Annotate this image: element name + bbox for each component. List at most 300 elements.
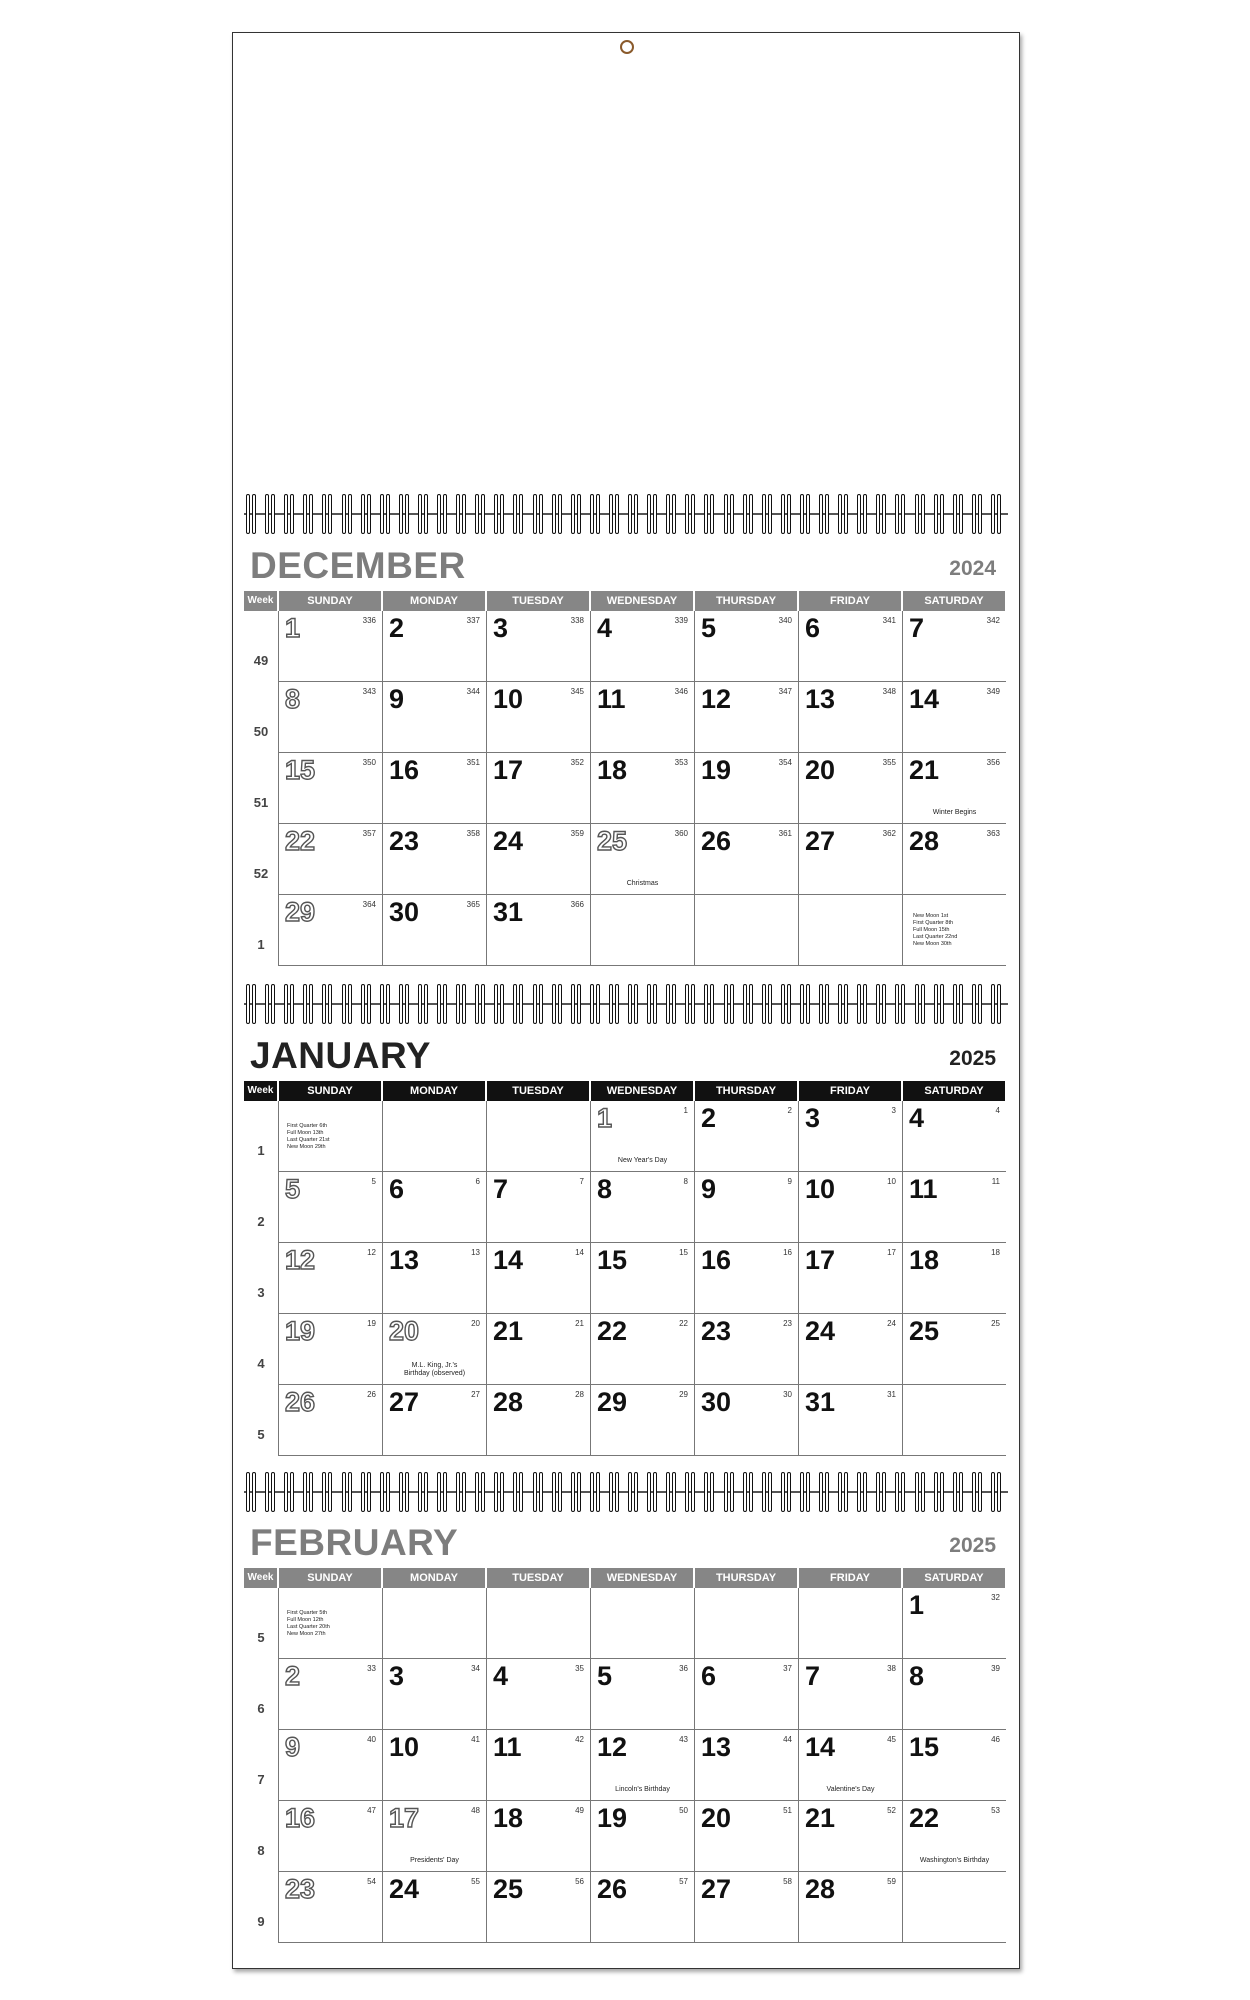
day-cell[interactable] (382, 1730, 486, 1801)
day-of-year: 15 (679, 1248, 688, 1257)
day-of-year: 4 (995, 1106, 1000, 1115)
day-cell[interactable] (278, 1588, 382, 1659)
day-cell[interactable] (486, 1730, 590, 1801)
day-cell[interactable] (278, 1314, 382, 1385)
day-of-year: 35 (575, 1664, 584, 1673)
day-of-year: 337 (466, 616, 480, 625)
day-cell[interactable] (902, 1172, 1006, 1243)
moon-phase-line: Last Quarter 20th (287, 1624, 330, 1630)
binding-coil (934, 984, 944, 1024)
day-cell[interactable] (278, 1801, 382, 1872)
binding-coil (762, 494, 772, 534)
binding-coil (915, 984, 925, 1024)
day-of-year: 364 (362, 900, 376, 909)
day-cell[interactable] (486, 611, 590, 682)
binding-coil (571, 984, 581, 1024)
day-of-year: 48 (471, 1806, 480, 1815)
binding-coil (609, 494, 619, 534)
week-number: 50 (253, 724, 269, 739)
binding-coil (609, 1472, 619, 1512)
binding-coil (895, 984, 905, 1024)
binding-coil (513, 494, 523, 534)
binding-coil (342, 1472, 352, 1512)
day-number: 2 (701, 1103, 717, 1133)
day-cell[interactable] (590, 895, 694, 966)
day-cell[interactable] (902, 1385, 1006, 1456)
day-of-year: 357 (362, 829, 376, 838)
binding-coil (666, 984, 676, 1024)
day-number: 22 (597, 1316, 628, 1346)
day-cell[interactable] (278, 1101, 382, 1172)
day-number: 7 (805, 1661, 821, 1691)
day-cell[interactable] (798, 1314, 902, 1385)
day-number: 22 (285, 826, 316, 856)
binding-wire (244, 1003, 1008, 1005)
binding-coil (322, 494, 332, 534)
day-cell[interactable] (798, 1659, 902, 1730)
day-of-year: 21 (575, 1319, 584, 1328)
day-cell[interactable] (798, 895, 902, 966)
binding-coil (361, 1472, 371, 1512)
day-cell[interactable] (486, 1801, 590, 1872)
day-number: 12 (285, 1245, 316, 1275)
day-number: 2 (285, 1661, 301, 1691)
day-number: 17 (389, 1803, 420, 1833)
month-year: 2024 (949, 557, 996, 580)
day-cell[interactable] (486, 753, 590, 824)
day-cell[interactable] (902, 1730, 1006, 1801)
day-number: 24 (493, 826, 524, 856)
binding-coil (399, 494, 409, 534)
day-cell[interactable] (798, 611, 902, 682)
day-of-year: 3 (891, 1106, 896, 1115)
day-cell[interactable] (902, 611, 1006, 682)
weekday-header-saturday: SATURDAY (903, 1081, 1005, 1101)
weekday-header-monday: MONDAY (383, 1568, 485, 1588)
day-number: 13 (389, 1245, 420, 1275)
binding-coil (953, 984, 963, 1024)
day-of-year: 9 (787, 1177, 792, 1186)
day-number: 22 (909, 1803, 940, 1833)
holiday-label: Valentine's Day (826, 1786, 875, 1793)
day-of-year: 362 (882, 829, 896, 838)
day-cell[interactable] (590, 1801, 694, 1872)
weekday-header-friday: FRIDAY (799, 591, 901, 611)
week-column-header: Week (244, 591, 277, 611)
day-cell[interactable] (486, 1872, 590, 1943)
day-cell[interactable] (902, 1101, 1006, 1172)
binding-coil (533, 1472, 543, 1512)
day-cell[interactable] (590, 1588, 694, 1659)
day-of-year: 16 (783, 1248, 792, 1257)
day-cell[interactable] (486, 1101, 590, 1172)
day-cell[interactable] (486, 1243, 590, 1314)
day-number: 25 (909, 1316, 940, 1346)
day-of-year: 25 (991, 1319, 1000, 1328)
day-number: 8 (597, 1174, 613, 1204)
week-number: 5 (257, 1630, 265, 1645)
binding-coil (265, 494, 275, 534)
day-cell[interactable] (902, 824, 1006, 895)
day-number: 6 (701, 1661, 717, 1691)
day-number: 31 (493, 897, 524, 927)
binding-coil (724, 1472, 734, 1512)
day-cell[interactable] (590, 753, 694, 824)
day-number: 19 (285, 1316, 316, 1346)
day-cell[interactable] (486, 1314, 590, 1385)
binding-coil (991, 984, 1001, 1024)
moon-phase-line: New Moon 27th (287, 1631, 326, 1637)
day-of-year: 359 (570, 829, 584, 838)
day-of-year: 11 (991, 1177, 1000, 1186)
binding-coil (857, 494, 867, 534)
day-cell[interactable] (590, 1730, 694, 1801)
binding-coil (991, 1472, 1001, 1512)
binding-coil (342, 984, 352, 1024)
weekday-header-sunday: SUNDAY (279, 1568, 381, 1588)
day-number: 3 (493, 613, 509, 643)
day-number: 20 (805, 755, 836, 785)
binding-wire (244, 513, 1008, 515)
day-of-year: 38 (887, 1664, 896, 1673)
day-cell[interactable] (798, 1385, 902, 1456)
month-title: DECEMBER (250, 545, 466, 586)
holiday-label: Washington's Birthday (919, 1857, 990, 1864)
binding-coil (475, 494, 485, 534)
day-cell[interactable] (902, 1872, 1006, 1943)
day-cell[interactable] (590, 1172, 694, 1243)
day-number: 27 (701, 1874, 732, 1904)
day-cell[interactable] (798, 1172, 902, 1243)
weekday-header-thursday: THURSDAY (695, 1081, 797, 1101)
day-cell[interactable] (382, 1172, 486, 1243)
binding-coil (704, 984, 714, 1024)
day-of-year: 342 (986, 616, 1000, 625)
day-number: 10 (493, 684, 524, 714)
day-of-year: 345 (570, 687, 584, 696)
week-number: 51 (253, 795, 269, 810)
day-cell[interactable] (694, 1659, 798, 1730)
day-cell[interactable] (590, 1659, 694, 1730)
day-cell[interactable] (382, 753, 486, 824)
day-cell[interactable] (382, 1385, 486, 1456)
day-number: 5 (701, 613, 717, 643)
day-of-year: 59 (887, 1877, 896, 1886)
day-of-year: 32 (991, 1593, 1000, 1602)
day-of-year: 351 (466, 758, 480, 767)
day-cell[interactable] (798, 682, 902, 753)
holiday-label: Presidents' Day (410, 1857, 459, 1864)
day-cell[interactable] (382, 1801, 486, 1872)
day-cell[interactable] (902, 1588, 1006, 1659)
day-number: 21 (805, 1803, 836, 1833)
day-number: 30 (389, 897, 420, 927)
day-cell[interactable] (278, 895, 382, 966)
day-number: 5 (285, 1174, 301, 1204)
day-number: 9 (285, 1732, 301, 1762)
day-number: 28 (805, 1874, 836, 1904)
day-number: 20 (701, 1803, 732, 1833)
day-of-year: 349 (986, 687, 1000, 696)
day-number: 31 (805, 1387, 836, 1417)
day-cell[interactable] (486, 1588, 590, 1659)
binding-coil (685, 984, 695, 1024)
day-cell[interactable] (590, 1314, 694, 1385)
day-number: 4 (597, 613, 613, 643)
day-cell[interactable] (382, 1243, 486, 1314)
day-cell[interactable] (486, 824, 590, 895)
day-cell[interactable] (902, 895, 1006, 966)
day-cell[interactable] (590, 1872, 694, 1943)
day-cell[interactable] (694, 1801, 798, 1872)
day-cell[interactable] (590, 682, 694, 753)
day-cell[interactable] (278, 1659, 382, 1730)
day-of-year: 6 (475, 1177, 480, 1186)
holiday-label: Christmas (626, 880, 659, 887)
day-cell[interactable] (382, 1101, 486, 1172)
day-cell[interactable] (798, 1801, 902, 1872)
weekday-header-saturday: SATURDAY (903, 591, 1005, 611)
day-cell[interactable] (694, 1243, 798, 1314)
weekday-header-tuesday: TUESDAY (487, 1081, 589, 1101)
day-cell[interactable] (590, 1243, 694, 1314)
day-cell[interactable] (486, 1385, 590, 1456)
moon-phase-line: First Quarter 8th (913, 920, 954, 926)
day-of-year: 336 (362, 616, 376, 625)
month-grid (244, 1588, 1006, 1943)
binding-coil (972, 1472, 982, 1512)
spiral-binding (244, 494, 1008, 534)
day-number: 15 (597, 1245, 628, 1275)
moon-phase-line: Full Moon 13th (287, 1130, 324, 1136)
binding-coil (399, 984, 409, 1024)
binding-coil (647, 984, 657, 1024)
day-of-year: 18 (991, 1248, 1000, 1257)
binding-coil (838, 1472, 848, 1512)
day-of-year: 350 (362, 758, 376, 767)
holiday-label: Lincoln's Birthday (615, 1786, 670, 1793)
binding-coil (361, 984, 371, 1024)
holiday-label: New Year's Day (617, 1157, 668, 1164)
day-cell[interactable] (694, 1314, 798, 1385)
day-number: 26 (597, 1874, 628, 1904)
weekday-header-sunday: SUNDAY (279, 1081, 381, 1101)
day-cell[interactable] (486, 1659, 590, 1730)
day-cell[interactable] (694, 1730, 798, 1801)
day-number: 9 (389, 684, 405, 714)
day-number: 24 (389, 1874, 420, 1904)
binding-coil (265, 1472, 275, 1512)
binding-coil (571, 1472, 581, 1512)
day-number: 12 (701, 684, 732, 714)
day-of-year: 352 (570, 758, 584, 767)
day-of-year: 365 (466, 900, 480, 909)
day-cell[interactable] (382, 895, 486, 966)
binding-coil (418, 494, 428, 534)
day-of-year: 46 (991, 1735, 1000, 1744)
day-cell[interactable] (590, 824, 694, 895)
binding-coil (361, 494, 371, 534)
day-cell[interactable] (278, 1172, 382, 1243)
day-of-year: 348 (882, 687, 896, 696)
day-cell[interactable] (278, 1385, 382, 1456)
day-cell[interactable] (382, 1588, 486, 1659)
binding-coil (246, 494, 256, 534)
binding-coil (819, 494, 829, 534)
day-of-year: 341 (882, 616, 896, 625)
binding-coil (246, 984, 256, 1024)
day-of-year: 366 (570, 900, 584, 909)
moon-phase-line: Last Quarter 21st (287, 1137, 330, 1143)
binding-coil (552, 494, 562, 534)
day-number: 27 (805, 826, 836, 856)
binding-coil (380, 984, 390, 1024)
binding-coil (724, 984, 734, 1024)
day-of-year: 1 (683, 1106, 688, 1115)
day-cell[interactable] (694, 895, 798, 966)
day-cell[interactable] (694, 824, 798, 895)
day-cell[interactable] (798, 1872, 902, 1943)
binding-wire (244, 1491, 1008, 1493)
day-cell[interactable] (278, 1243, 382, 1314)
day-cell[interactable] (590, 1385, 694, 1456)
day-number: 19 (701, 755, 732, 785)
day-cell[interactable] (902, 753, 1006, 824)
binding-coil (494, 1472, 504, 1512)
day-cell[interactable] (902, 1314, 1006, 1385)
day-number: 10 (805, 1174, 836, 1204)
day-number: 23 (701, 1316, 732, 1346)
binding-coil (303, 984, 313, 1024)
day-cell[interactable] (798, 1101, 902, 1172)
day-of-year: 39 (991, 1664, 1000, 1673)
day-of-year: 358 (466, 829, 480, 838)
day-number: 4 (909, 1103, 925, 1133)
day-cell[interactable] (694, 1101, 798, 1172)
binding-coil (934, 494, 944, 534)
day-cell[interactable] (694, 1872, 798, 1943)
binding-coil (380, 494, 390, 534)
day-cell[interactable] (278, 682, 382, 753)
day-of-year: 363 (986, 829, 1000, 838)
day-cell[interactable] (694, 753, 798, 824)
binding-coil (494, 494, 504, 534)
day-cell[interactable] (278, 824, 382, 895)
day-of-year: 36 (679, 1664, 688, 1673)
day-cell[interactable] (694, 1172, 798, 1243)
day-cell[interactable] (694, 682, 798, 753)
day-cell[interactable] (902, 1243, 1006, 1314)
day-cell[interactable] (798, 824, 902, 895)
day-cell[interactable] (798, 1730, 902, 1801)
week-number: 1 (257, 937, 265, 952)
day-cell[interactable] (694, 611, 798, 682)
day-cell[interactable] (590, 1101, 694, 1172)
day-cell[interactable] (590, 611, 694, 682)
day-number: 8 (909, 1661, 925, 1691)
day-cell[interactable] (278, 1872, 382, 1943)
day-cell[interactable] (382, 824, 486, 895)
day-number: 28 (493, 1387, 524, 1417)
day-of-year: 24 (887, 1319, 896, 1328)
day-cell[interactable] (382, 1659, 486, 1730)
binding-coil (972, 984, 982, 1024)
day-cell[interactable] (382, 682, 486, 753)
day-number: 1 (285, 613, 301, 643)
binding-coil (437, 1472, 447, 1512)
binding-coil (552, 1472, 562, 1512)
day-cell[interactable] (902, 1659, 1006, 1730)
binding-coil (876, 1472, 886, 1512)
binding-coil (704, 494, 714, 534)
day-number: 7 (909, 613, 925, 643)
binding-coil (418, 984, 428, 1024)
week-number: 7 (257, 1772, 265, 1787)
binding-coil (628, 984, 638, 1024)
day-of-year: 45 (887, 1735, 896, 1744)
day-cell[interactable] (278, 611, 382, 682)
day-cell[interactable] (382, 611, 486, 682)
day-cell[interactable] (486, 895, 590, 966)
day-number: 24 (805, 1316, 836, 1346)
week-number: 3 (257, 1285, 265, 1300)
day-number: 29 (285, 897, 316, 927)
binding-coil (724, 494, 734, 534)
day-cell[interactable] (798, 1588, 902, 1659)
day-cell[interactable] (902, 682, 1006, 753)
day-number: 23 (389, 826, 420, 856)
day-number: 25 (493, 1874, 524, 1904)
binding-coil (284, 494, 294, 534)
day-of-year: 20 (471, 1319, 480, 1328)
binding-coil (819, 984, 829, 1024)
binding-coil (322, 1472, 332, 1512)
day-cell[interactable] (902, 1801, 1006, 1872)
binding-coil (781, 984, 791, 1024)
binding-coil (513, 1472, 523, 1512)
day-cell[interactable] (798, 1243, 902, 1314)
binding-coil (876, 494, 886, 534)
weekday-header-wednesday: WEDNESDAY (591, 591, 693, 611)
day-cell[interactable] (694, 1588, 798, 1659)
day-number: 14 (909, 684, 940, 714)
day-of-year: 356 (986, 758, 1000, 767)
binding-coil (666, 494, 676, 534)
binding-coil (819, 1472, 829, 1512)
spiral-binding (244, 1472, 1008, 1512)
day-cell[interactable] (278, 753, 382, 824)
day-cell[interactable] (486, 682, 590, 753)
weekday-header-thursday: THURSDAY (695, 591, 797, 611)
day-cell[interactable] (382, 1314, 486, 1385)
day-cell[interactable] (798, 753, 902, 824)
day-cell[interactable] (382, 1872, 486, 1943)
binding-coil (743, 1472, 753, 1512)
day-cell[interactable] (486, 1172, 590, 1243)
binding-coil (513, 984, 523, 1024)
week-column-header: Week (244, 1568, 277, 1588)
day-of-year: 52 (887, 1806, 896, 1815)
day-of-year: 8 (683, 1177, 688, 1186)
day-cell[interactable] (278, 1730, 382, 1801)
binding-coil (322, 984, 332, 1024)
day-cell[interactable] (694, 1385, 798, 1456)
day-of-year: 346 (674, 687, 688, 696)
binding-coil (571, 494, 581, 534)
week-number: 5 (257, 1427, 265, 1442)
day-number: 7 (493, 1174, 509, 1204)
day-number: 30 (701, 1387, 732, 1417)
